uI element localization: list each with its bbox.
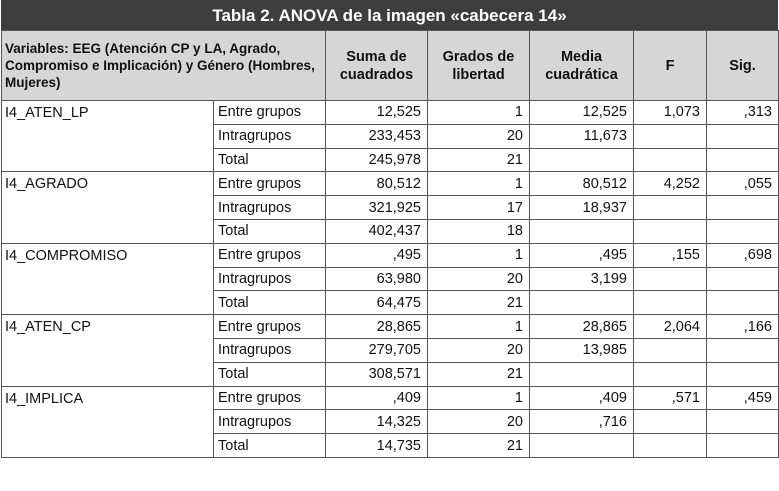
ms-cell: 12,525	[530, 101, 634, 125]
ss-cell: 279,705	[326, 338, 428, 362]
table-row	[2, 386, 779, 410]
variable-name: I4_COMPROMISO	[2, 243, 214, 314]
df-cell: 1	[428, 172, 530, 196]
f-cell	[634, 267, 707, 291]
table-body	[2, 101, 779, 458]
df-cell: 20	[428, 338, 530, 362]
sig-cell	[707, 196, 779, 220]
ss-cell: 28,865	[326, 315, 428, 339]
df-cell: 1	[428, 386, 530, 410]
df-cell: 21	[428, 148, 530, 172]
sig-cell	[707, 434, 779, 458]
source-cell: Entre grupos	[214, 386, 326, 410]
source-cell: Entre grupos	[214, 172, 326, 196]
ms-cell	[530, 219, 634, 243]
header-variables: Variables: EEG (Atención CP y LA, Agrado, Compromiso e Implicación) y Género (Hombres, Mujeres)	[2, 31, 326, 101]
source-cell: Entre grupos	[214, 101, 326, 125]
variable-name: I4_ATEN_CP	[2, 315, 214, 386]
ss-cell: 64,475	[326, 291, 428, 315]
sig-cell	[707, 124, 779, 148]
sig-cell: ,698	[707, 243, 779, 267]
sig-cell: ,166	[707, 315, 779, 339]
f-cell	[634, 196, 707, 220]
source-cell: Total	[214, 362, 326, 386]
df-cell: 1	[428, 243, 530, 267]
f-cell: ,155	[634, 243, 707, 267]
sig-cell	[707, 338, 779, 362]
source-cell: Total	[214, 434, 326, 458]
ms-cell	[530, 362, 634, 386]
f-cell: ,571	[634, 386, 707, 410]
source-cell: Intragrupos	[214, 196, 326, 220]
source-cell: Total	[214, 148, 326, 172]
ms-cell: 28,865	[530, 315, 634, 339]
sig-cell	[707, 410, 779, 434]
ms-cell	[530, 434, 634, 458]
sig-cell	[707, 291, 779, 315]
f-cell	[634, 410, 707, 434]
ss-cell: 80,512	[326, 172, 428, 196]
ss-cell: 12,525	[326, 101, 428, 125]
variable-name: I4_ATEN_LP	[2, 101, 214, 172]
ms-cell	[530, 148, 634, 172]
df-cell: 1	[428, 315, 530, 339]
variable-name: I4_IMPLICA	[2, 386, 214, 457]
variable-name: I4_AGRADO	[2, 172, 214, 243]
sig-cell	[707, 267, 779, 291]
table-title: Tabla 2. ANOVA de la imagen «cabecera 14»	[1, 0, 778, 30]
ss-cell: 14,735	[326, 434, 428, 458]
ms-cell: 18,937	[530, 196, 634, 220]
sig-cell	[707, 148, 779, 172]
f-cell	[634, 124, 707, 148]
source-cell: Entre grupos	[214, 243, 326, 267]
f-cell: 4,252	[634, 172, 707, 196]
sig-cell: ,459	[707, 386, 779, 410]
f-cell: 2,064	[634, 315, 707, 339]
ss-cell: 233,453	[326, 124, 428, 148]
ss-cell: ,409	[326, 386, 428, 410]
source-cell: Intragrupos	[214, 338, 326, 362]
source-cell: Intragrupos	[214, 267, 326, 291]
anova-table	[1, 30, 779, 458]
f-cell	[634, 338, 707, 362]
ss-cell: 321,925	[326, 196, 428, 220]
sig-cell	[707, 362, 779, 386]
ms-cell	[530, 291, 634, 315]
ss-cell: 402,437	[326, 219, 428, 243]
table-row	[2, 101, 779, 125]
ss-cell: 245,978	[326, 148, 428, 172]
f-cell	[634, 148, 707, 172]
source-cell: Intragrupos	[214, 124, 326, 148]
df-cell: 20	[428, 124, 530, 148]
table-row	[2, 243, 779, 267]
df-cell: 21	[428, 291, 530, 315]
anova-table-container	[1, 0, 778, 458]
ms-cell: ,409	[530, 386, 634, 410]
header-row	[2, 31, 779, 101]
header-sig: Sig.	[707, 31, 779, 101]
df-cell: 17	[428, 196, 530, 220]
table-row	[2, 172, 779, 196]
source-cell: Total	[214, 291, 326, 315]
ss-cell: 14,325	[326, 410, 428, 434]
ms-cell: 80,512	[530, 172, 634, 196]
source-cell: Entre grupos	[214, 315, 326, 339]
ms-cell: 11,673	[530, 124, 634, 148]
df-cell: 1	[428, 101, 530, 125]
header-f: F	[634, 31, 707, 101]
f-cell	[634, 362, 707, 386]
header-mean-square: Media cuadrática	[530, 31, 634, 101]
sig-cell: ,313	[707, 101, 779, 125]
sig-cell: ,055	[707, 172, 779, 196]
ms-cell: 13,985	[530, 338, 634, 362]
f-cell	[634, 291, 707, 315]
ss-cell: 63,980	[326, 267, 428, 291]
ms-cell: ,495	[530, 243, 634, 267]
ss-cell: ,495	[326, 243, 428, 267]
df-cell: 20	[428, 410, 530, 434]
f-cell	[634, 434, 707, 458]
f-cell	[634, 219, 707, 243]
header-sum-squares: Suma de cuadrados	[326, 31, 428, 101]
df-cell: 18	[428, 219, 530, 243]
header-df: Grados de libertad	[428, 31, 530, 101]
source-cell: Intragrupos	[214, 410, 326, 434]
ss-cell: 308,571	[326, 362, 428, 386]
df-cell: 20	[428, 267, 530, 291]
sig-cell	[707, 219, 779, 243]
ms-cell: ,716	[530, 410, 634, 434]
df-cell: 21	[428, 434, 530, 458]
df-cell: 21	[428, 362, 530, 386]
source-cell: Total	[214, 219, 326, 243]
ms-cell: 3,199	[530, 267, 634, 291]
table-row	[2, 315, 779, 339]
f-cell: 1,073	[634, 101, 707, 125]
